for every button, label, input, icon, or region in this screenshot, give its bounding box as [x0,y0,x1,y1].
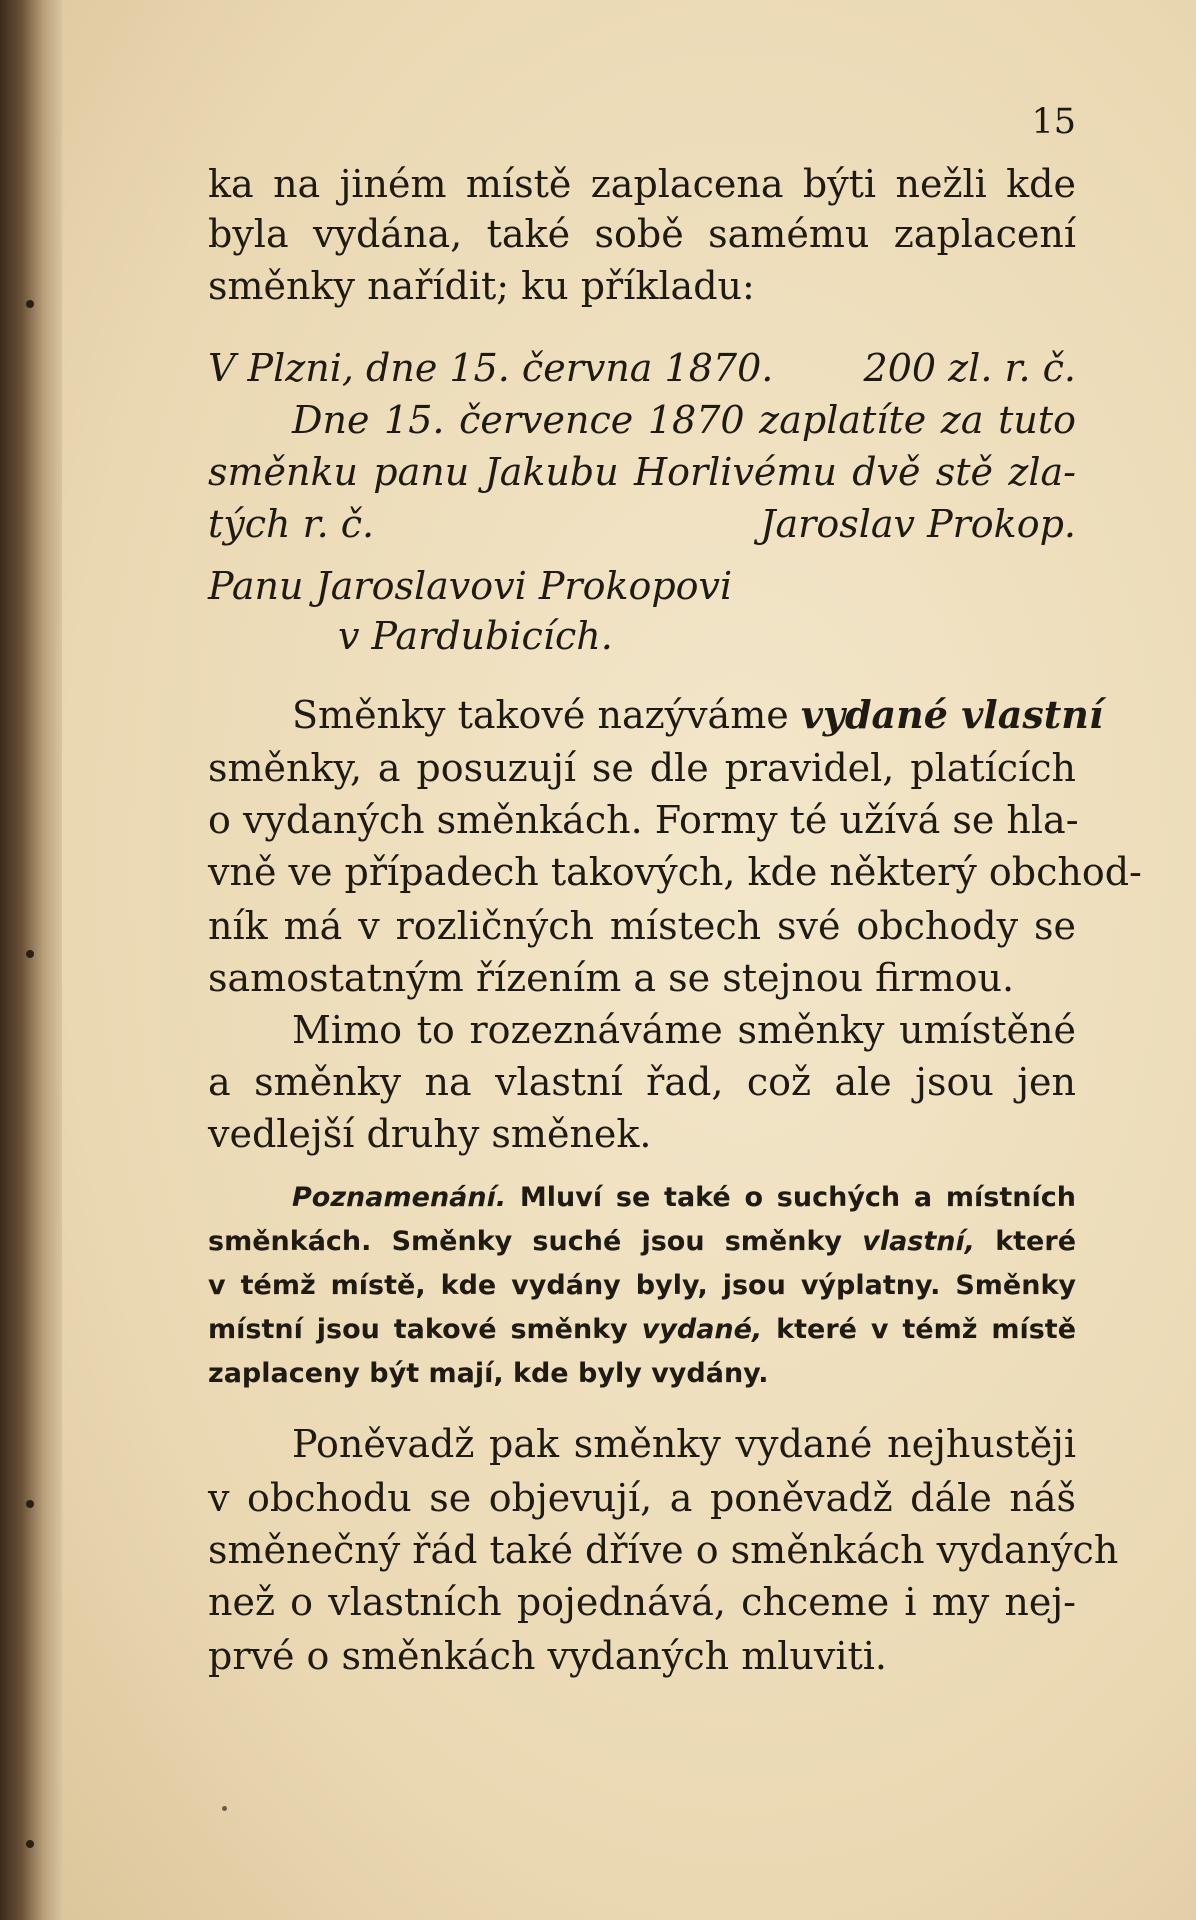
text-line: než o vlastních pojednává, chceme i my nej- [208,1580,1076,1624]
paper-speck [222,1806,227,1811]
example-fragment: tých r. č. [208,502,375,546]
note-line [208,1226,1076,1262]
note-line: v témž místě, kde vydány byly, jsou výplatny. Směnky [208,1270,1076,1301]
text-line: vedlejší druhy směnek. [208,1112,652,1156]
text-line: Mimo to rozeznáváme směnky umístěné [292,1008,1076,1052]
text-line: a směnky na vlastní řad, což ale jsou jen [208,1060,1076,1104]
note-text: které [975,1226,1077,1257]
book-page [62,0,1196,1920]
note-line: zaplaceny být mají, kde byly vydány. [208,1358,769,1389]
example-address: v Pardubicích. [338,614,613,658]
text-line: směnečný řád také dříve o směnkách vydaných [208,1528,1119,1572]
text-line [292,692,1104,738]
example-amount: 200 zl. r. č. [863,346,1076,390]
binding-mark [26,1840,34,1848]
page-number: 15 [1031,102,1076,142]
example-line [208,502,1076,548]
example-signature: Jaroslav Prokop. [760,502,1076,546]
example-line: směnku panu Jakubu Horlivému dvě stě zla- [208,450,1076,494]
text-fragment: Směnky takové nazýváme [292,693,801,737]
text-line: prvé o směnkách vydaných mluviti. [208,1634,887,1678]
text-line: samostatným řízením a se stejnou firmou. [208,956,1015,1000]
note-line [292,1182,1076,1218]
note-text: Mluví se také o suchých a místních [506,1182,1076,1213]
binding-mark [26,1500,34,1508]
emphasis-text: vydané vlastní [800,692,1104,737]
note-text: směnkách. Směnky suché jsou směnky [208,1226,863,1257]
text-line: byla vydána, také sobě samému zaplacení [208,212,1076,256]
text-line: vně ve případech takových, kde některý obchod- [208,850,1142,894]
note-text: které v témž místě [762,1314,1077,1345]
example-address: Panu Jaroslavovi Prokopovi [208,564,733,608]
binding-mark [26,950,34,958]
text-line: o vydaných směnkách. Formy té užívá se hla- [208,798,1079,842]
example-line: Dne 15. července 1870 zaplatíte za tuto [292,398,1076,442]
text-line: ka na jiném místě zaplacena býti nežli kde [208,162,1076,206]
text-line: směnky nařídit; ku příkladu: [208,264,755,308]
text-line: Poněvadž pak směnky vydané nejhustěji [292,1422,1076,1466]
text-line: v obchodu se objevují, a poněvadž dále náš [208,1476,1076,1520]
note-text: místní jsou takové směnky [208,1314,642,1345]
binding-mark [26,300,34,308]
book-spine [0,0,62,1920]
note-line [208,1314,1076,1350]
text-line: ník má v rozličných místech své obchody se [208,904,1076,948]
note-emphasis: vydané, [641,1314,763,1345]
note-emphasis: vlastní, [862,1226,976,1257]
text-line: směnky, a posuzují se dle pravidel, platících [208,746,1076,790]
example-place-date: V Plzni, dne 15. června 1870. [208,346,774,390]
note-label: Poznamenání. [292,1182,507,1213]
example-heading-line [208,346,1076,392]
